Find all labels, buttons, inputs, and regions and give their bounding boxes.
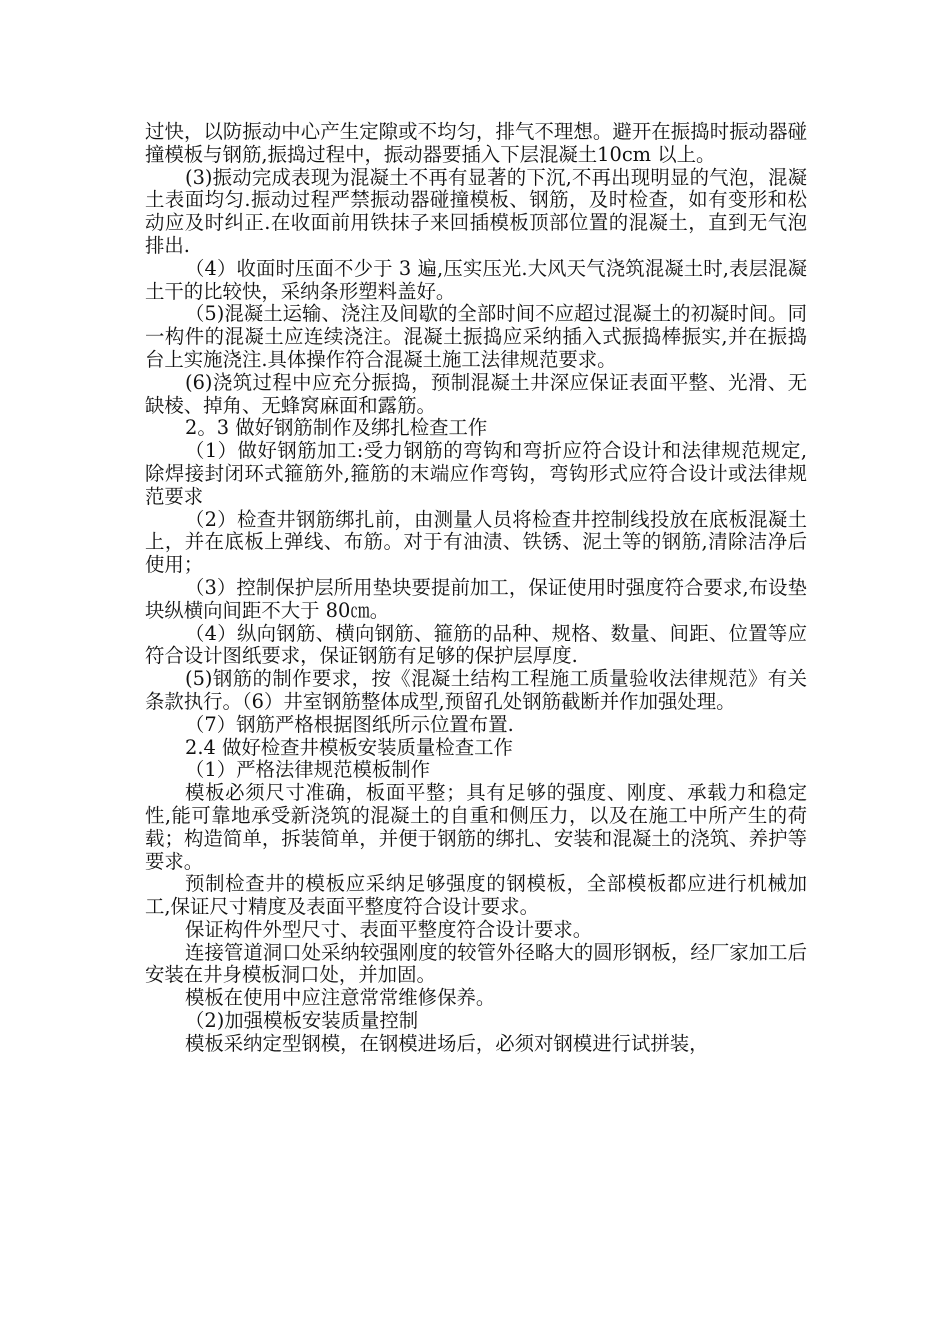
paragraph-9: （3）控制保护层所用垫块要提前加工，保证使用时强度符合要求,布设垫块纵横向间距不大于 80㎝。	[145, 575, 807, 622]
paragraph-11: (5)钢筋的制作要求，按《混凝土结构工程施工质量验收法律规范》有关条款执行。（6）井室钢筋整体成型,预留孔处钢筋截断并作加强处理。	[145, 667, 807, 713]
paragraph-3: （4）收面时压面不少于 3 遍,压实压光.大风天气浇筑混凝土时,表层混凝土干的比较快，采纳条形塑料盖好。	[145, 256, 807, 303]
paragraph-5: (6)浇筑过程中应充分振捣，预制混凝土井深应保证表面平整、光滑、无缺棱、掉角、无蜂窝麻面和露筋。	[145, 370, 807, 417]
paragraph-2: (3)振动完成表现为混凝土不再有显著的下沉,不再出现明显的气泡，混凝土表面均匀.振动过程严禁振动器碰撞模板、钢筋，及时检查，如有变形和松动应及时纠正.在收面前用铁抹子来回插模板顶部位置的混凝土，直到无气泡排出.	[145, 165, 807, 257]
section-heading-2-4: 2.4 做好检查井模板安装质量检查工作	[185, 735, 513, 759]
paragraph-14: （1）严格法律规范模板制作	[185, 758, 431, 782]
paragraph-18: 连接管道洞口处采纳较强刚度的较管外径略大的圆形钢板，经厂家加工后安装在井身模板洞口处，并加固。	[145, 940, 807, 987]
paragraph-16: 预制检查井的模板应采纳足够强度的钢模板，全部模板都应进行机械加工,保证尺寸精度及表面平整度符合设计要求。	[145, 872, 807, 919]
paragraph-21: 模板采纳定型钢模，在钢模进场后，必须对钢模进行试拼装，	[185, 1031, 709, 1055]
paragraph-8: （2）检查井钢筋绑扎前，由测量人员将检查井控制线投放在底板混凝土上，并在底板上弹线、布筋。对于有油渍、铁锈、泥土等的钢筋,清除洁净后使用；	[145, 507, 807, 577]
paragraph-1: 过快，以防振动中心产生定隙或不均匀，排气不理想。避开在振捣时振动器碰撞模板与钢筋,振捣过程中，振动器要插入下层混凝土10cm 以上。	[145, 120, 807, 166]
paragraph-20: （2)加强模板安装质量控制	[185, 1009, 419, 1033]
document-page	[145, 121, 807, 1056]
paragraph-17: 保证构件外型尺寸、表面平整度符合设计要求。	[185, 917, 593, 941]
paragraph-10: （4）纵向钢筋、横向钢筋、箍筋的品种、规格、数量、间距、位置等应符合设计图纸要求，保证钢筋有足够的保护层厚度.	[145, 621, 807, 668]
paragraph-19: 模板在使用中应注意常常维修保养。	[185, 986, 496, 1010]
paragraph-15: 模板必须尺寸准确，板面平整；具有足够的强度、刚度、承载力和稳定性,能可靠地承受新浇筑的混凝土的自重和侧压力，以及在施工中所产生的荷载；构造简单，拆装简单，并便于钢筋的绑扎、安装和混凝土的浇筑、养护等要求。	[145, 781, 807, 873]
paragraph-12: （7）钢筋严格根据图纸所示位置布置.	[185, 712, 514, 736]
paragraph-7: （1）做好钢筋加工:受力钢筋的弯钩和弯折应符合设计和法律规范规定,除焊接封闭环式箍筋外,箍筋的末端应作弯钩，弯钩形式应符合设计或法律规范要求	[145, 439, 807, 508]
section-heading-2-3: 2。3 做好钢筋制作及绑扎检查工作	[185, 416, 488, 440]
paragraph-4: （5)混凝土运输、浇注及间歇的全部时间不应超过混凝土的初凝时间。同一构件的混凝土应连续浇注。混凝土振捣应采纳插入式振捣棒振实,并在振捣台上实施浇注.具体操作符合混凝土施工法律规范要求。	[145, 302, 807, 371]
